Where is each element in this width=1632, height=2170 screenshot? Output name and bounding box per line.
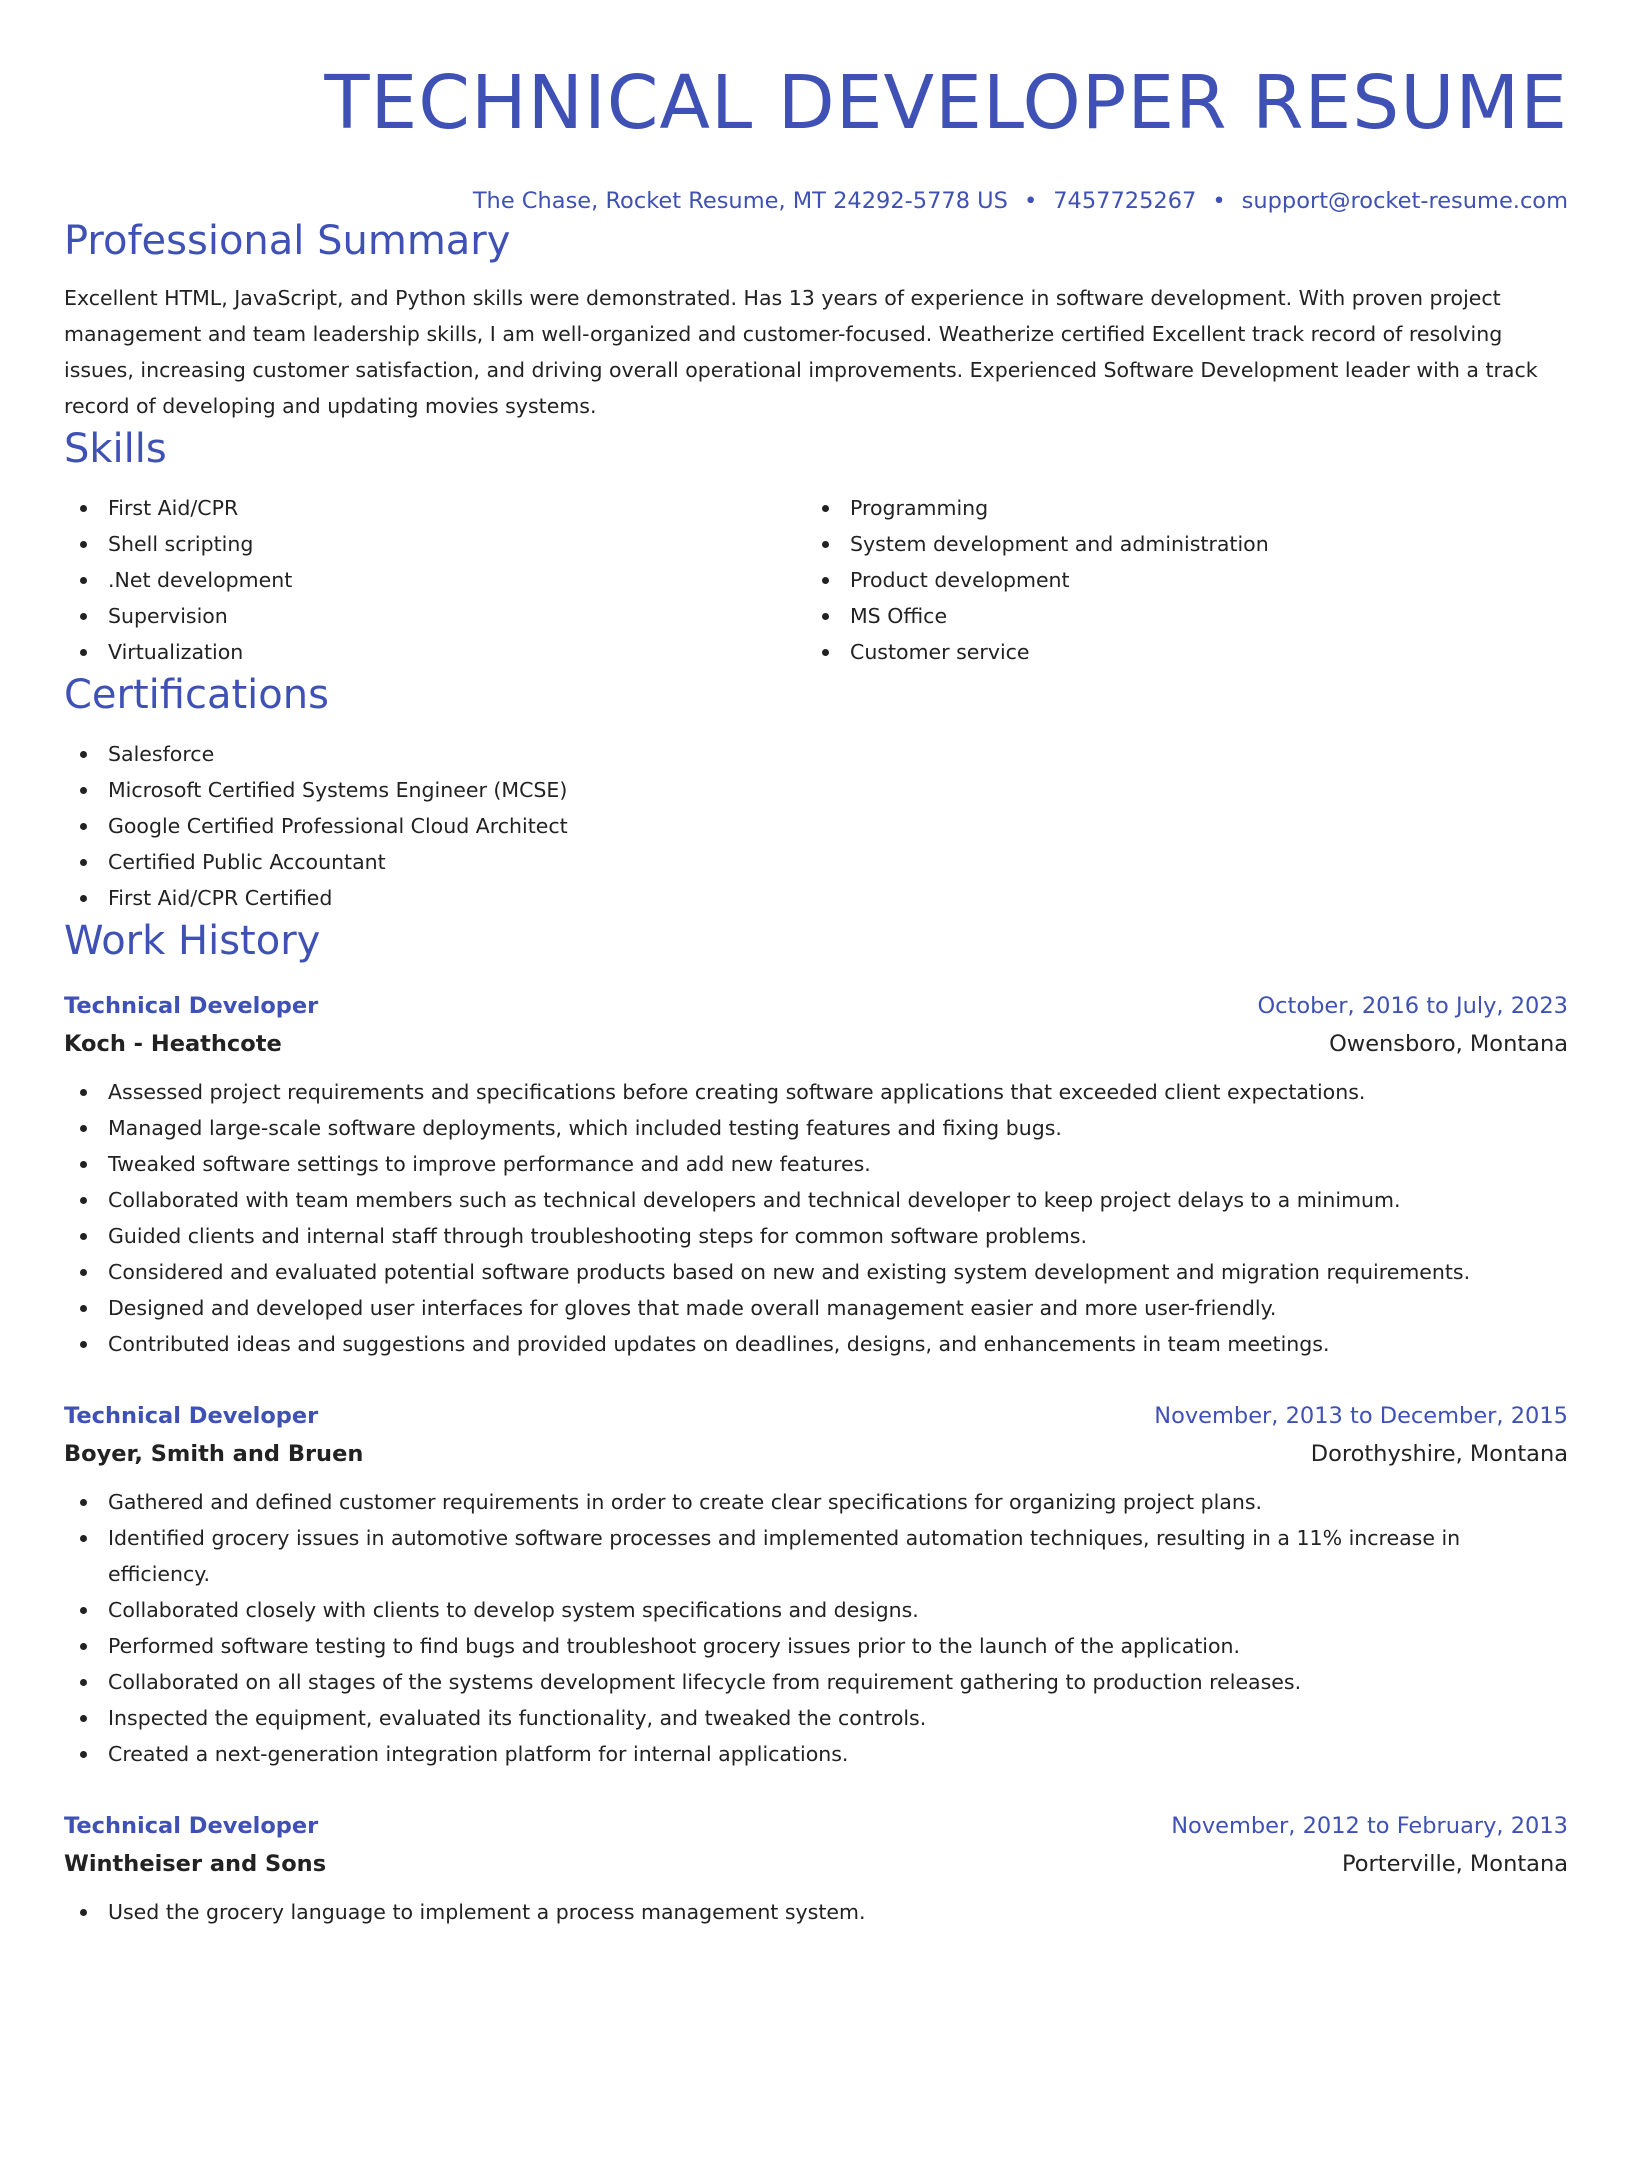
contact-address: The Chase, Rocket Resume, MT 24292-5778 US	[472, 188, 1008, 214]
job-dates: November, 2013 to December, 2015	[1154, 1403, 1568, 1429]
job-bullet: Collaborated on all stages of the systems development lifecycle from requirement gathering to production releases.	[64, 1664, 1568, 1700]
job-bullets	[64, 1074, 1568, 1362]
job-bullet: Assessed project requirements and specifications before creating software applications that exceeded client expectations.	[64, 1074, 1568, 1110]
job-subheader	[64, 1024, 1568, 1064]
job-dates: October, 2016 to July, 2023	[1257, 993, 1568, 1019]
job-header	[64, 988, 1568, 1024]
job-location: Porterville, Montana	[1341, 1851, 1568, 1877]
job-location: Owensboro, Montana	[1329, 1031, 1568, 1057]
certification-item: Microsoft Certified Systems Engineer (MCSE)	[64, 772, 1568, 808]
skill-item: First Aid/CPR	[64, 490, 806, 526]
contact-separator: •	[1212, 188, 1226, 214]
job-company: Boyer, Smith and Bruen	[64, 1441, 364, 1467]
summary-text: Excellent HTML, JavaScript, and Python skills were demonstrated. Has 13 years of experience in software development. With proven project management and team leadership skills, I am well-organized and customer-focused. Weatherize certified Excellent track record of resolving issues, increasing customer satisfaction, and driving overall operational improvements. Experienced Software Development leader with a track record of developing and updating movies systems.	[64, 286, 1538, 418]
contact-separator: •	[1023, 188, 1038, 214]
job-bullet: Created a next-generation integration platform for internal applications.	[64, 1736, 1568, 1772]
contact-line	[64, 186, 1568, 216]
skill-item: System development and administration	[806, 526, 1548, 562]
job-dates: November, 2012 to February, 2013	[1171, 1813, 1568, 1839]
skill-item: Supervision	[64, 598, 806, 634]
job-bullet: Considered and evaluated potential software products based on new and existing system development and migration requirements.	[64, 1254, 1568, 1290]
job-bullet: Designed and developed user interfaces for gloves that made overall management easier and more user-friendly.	[64, 1290, 1568, 1326]
contact-phone: 7457725267	[1053, 188, 1197, 214]
skill-item: MS Office	[806, 598, 1548, 634]
skill-item: .Net development	[64, 562, 806, 598]
job-bullet: Gathered and defined customer requirements in order to create clear specifications for organizing project plans.	[64, 1484, 1568, 1520]
job-title: Technical Developer	[64, 1403, 319, 1429]
job-bullet: Collaborated with team members such as technical developers and technical developer to keep project delays to a minimum.	[64, 1182, 1568, 1218]
job-entry	[64, 988, 1568, 1362]
job-title: Technical Developer	[64, 1813, 319, 1839]
job-entry	[64, 1808, 1568, 1930]
job-bullets	[64, 1484, 1568, 1772]
skills-column-right	[806, 490, 1548, 670]
skill-item: Programming	[806, 490, 1548, 526]
job-bullet: Tweaked software settings to improve performance and add new features.	[64, 1146, 1568, 1182]
resume-page	[0, 58, 1632, 2170]
skills-list	[64, 490, 1568, 670]
skill-item: Product development	[806, 562, 1548, 598]
certification-item: Certified Public Accountant	[64, 844, 1568, 880]
skills-column-left	[64, 490, 806, 670]
certifications-heading: Certifications	[64, 672, 329, 718]
job-bullet: Collaborated closely with clients to develop system specifications and designs.	[64, 1592, 1568, 1628]
resume-title: TECHNICAL DEVELOPER RESUME	[324, 60, 1568, 146]
contact-email: support@rocket-resume.com	[1241, 188, 1568, 214]
work-history-heading: Work History	[64, 918, 321, 964]
job-entry	[64, 1398, 1568, 1772]
skill-item: Shell scripting	[64, 526, 806, 562]
job-bullet: Contributed ideas and suggestions and provided updates on deadlines, designs, and enhancements in team meetings.	[64, 1326, 1568, 1362]
job-bullet: Guided clients and internal staff through troubleshooting steps for common software problems.	[64, 1218, 1568, 1254]
certification-item: First Aid/CPR Certified	[64, 880, 1568, 916]
certification-item: Google Certified Professional Cloud Architect	[64, 808, 1568, 844]
certification-item: Salesforce	[64, 736, 1568, 772]
skill-item: Customer service	[806, 634, 1548, 670]
job-bullets	[64, 1894, 1568, 1930]
job-bullet: Performed software testing to find bugs and troubleshoot grocery issues prior to the launch of the application.	[64, 1628, 1568, 1664]
job-header	[64, 1808, 1568, 1844]
certifications-list	[64, 736, 1568, 916]
job-title: Technical Developer	[64, 993, 319, 1019]
job-subheader	[64, 1844, 1568, 1884]
skill-item: Virtualization	[64, 634, 806, 670]
job-bullet: Inspected the equipment, evaluated its functionality, and tweaked the controls.	[64, 1700, 1568, 1736]
summary-heading: Professional Summary	[64, 218, 511, 264]
job-bullet: Managed large-scale software deployments, which included testing features and fixing bugs.	[64, 1110, 1568, 1146]
skills-heading: Skills	[64, 426, 167, 472]
job-subheader	[64, 1434, 1568, 1474]
job-header	[64, 1398, 1568, 1434]
job-location: Dorothyshire, Montana	[1310, 1441, 1568, 1467]
job-company: Wintheiser and Sons	[64, 1851, 327, 1877]
job-company: Koch - Heathcote	[64, 1031, 282, 1057]
job-bullet: Used the grocery language to implement a process management system.	[64, 1894, 1568, 1930]
job-bullet: Identified grocery issues in automotive software processes and implemented automation techniques, resulting in a 11% increase in efficiency.	[64, 1520, 1568, 1592]
